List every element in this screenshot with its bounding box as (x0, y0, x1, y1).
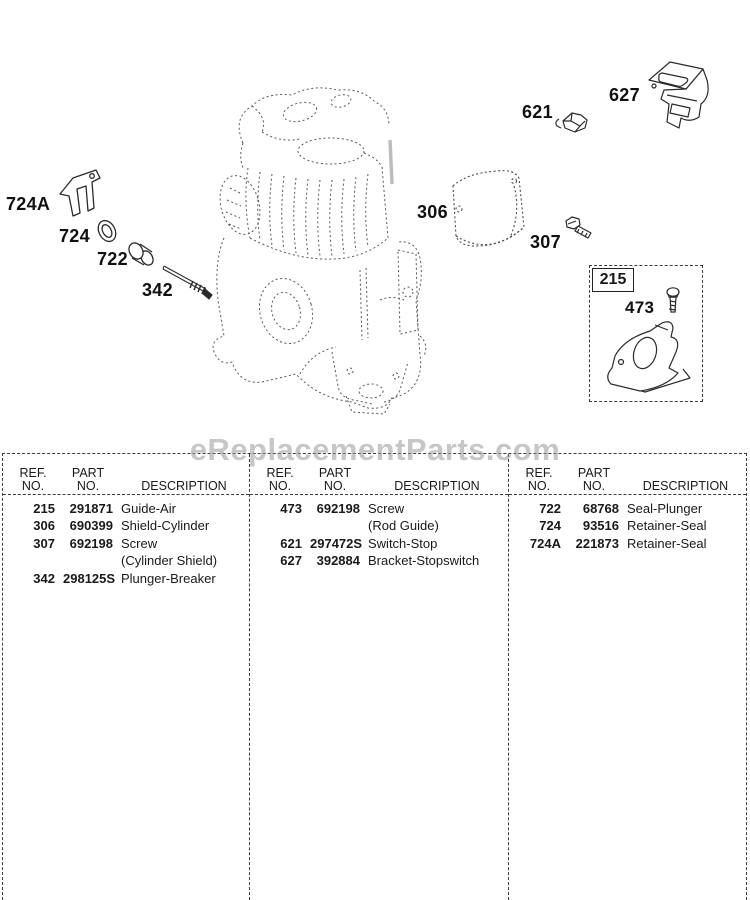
ref-no: 306 (33, 518, 55, 534)
table-rows (3, 495, 249, 587)
part-no: 690399 (69, 518, 113, 534)
part-drawing-screw-307 (566, 217, 591, 238)
table-rows (250, 495, 508, 570)
watermark: eReplacementParts.com (189, 432, 561, 467)
part-description: (Cylinder Shield) (121, 553, 218, 569)
part-drawing-retainer-724 (95, 218, 119, 245)
part-no: 297472S (310, 535, 363, 551)
part-drawing-retainer-724a (60, 170, 100, 216)
part-label-621: 621 (522, 102, 553, 122)
part-label-306: 306 (417, 202, 448, 222)
parts-table-column-3 (508, 454, 746, 900)
description-header: DESCRIPTION (394, 478, 480, 493)
parts-row (509, 535, 746, 552)
table-header (509, 454, 746, 495)
parts-row (3, 517, 249, 534)
part-no: 692198 (316, 501, 360, 516)
ref-no: 621 (280, 535, 302, 551)
part-label-307: 307 (530, 232, 561, 252)
ref-no-header: REF. NO. (19, 466, 47, 493)
part-label-342: 342 (142, 280, 173, 300)
part-no: 692198 (69, 535, 113, 551)
ref-no: 724 (539, 518, 561, 534)
parts-row (3, 535, 249, 552)
parts-row (3, 500, 249, 517)
part-no: 93516 (582, 518, 619, 534)
ref-no-header: REF. NO. (525, 466, 553, 493)
part-label-473: 473 (625, 298, 655, 317)
description-header: DESCRIPTION (141, 478, 227, 493)
parts-row-continuation (3, 552, 249, 569)
parts-row (509, 517, 746, 534)
ref-no: 722 (539, 501, 561, 516)
part-no: 298125S (63, 570, 116, 586)
part-description: (Rod Guide) (368, 518, 439, 534)
ref-no: 627 (280, 553, 302, 569)
part-no: 68768 (582, 501, 619, 516)
part-description: Guide-Air (121, 501, 176, 516)
part-label-724: 724 (59, 226, 90, 246)
scan-artifact (390, 140, 392, 184)
part-drawing-seal-722 (126, 240, 155, 267)
part-description: Seal-Plunger (627, 501, 703, 516)
part-no: 392884 (316, 553, 360, 569)
parts-row (250, 500, 508, 517)
part-label-722: 722 (97, 249, 128, 269)
ref-no (13, 552, 55, 569)
ref-no: 307 (33, 535, 55, 551)
ref-no-header: REF. NO. (266, 466, 294, 493)
description-header: DESCRIPTION (642, 478, 729, 493)
part-description: Bracket-Stopswitch (368, 553, 480, 569)
inset-ref-tag-215: 215 (592, 268, 634, 292)
part-no (63, 552, 113, 569)
part-label-724a: 724A (6, 194, 51, 214)
ref-no: 342 (33, 570, 55, 586)
ref-no (260, 517, 302, 534)
table-header (250, 454, 508, 495)
part-label-627: 627 (609, 85, 640, 105)
part-description: Screw (121, 535, 158, 551)
part-no (310, 517, 360, 534)
part-drawing-switch-621 (556, 113, 587, 132)
parts-table (2, 453, 747, 900)
part-no-header: PART NO. (318, 466, 352, 493)
part-description: Screw (368, 501, 405, 516)
part-no-header: PART NO. (71, 466, 105, 493)
part-drawing-shield-306 (453, 171, 524, 246)
ref-no: 724A (529, 535, 561, 551)
ref-no: 473 (280, 501, 302, 516)
part-no: 221873 (575, 535, 619, 551)
engine-phantom-outline (213, 88, 426, 414)
part-description: Retainer-Seal (627, 535, 707, 551)
parts-row (3, 570, 249, 587)
part-drawing-bracket-627 (649, 62, 708, 128)
part-description: Shield-Cylinder (121, 518, 210, 534)
part-no-header: PART NO. (577, 466, 611, 493)
parts-row-continuation (250, 517, 508, 534)
ref-no: 215 (33, 501, 55, 516)
part-description: Retainer-Seal (627, 518, 707, 534)
table-header (3, 454, 249, 495)
parts-row (250, 552, 508, 569)
parts-table-column-2 (249, 454, 508, 900)
inset-detail-box (589, 265, 703, 402)
part-description: Plunger-Breaker (121, 570, 216, 586)
part-no: 291871 (69, 501, 113, 516)
parts-table-column-1 (3, 454, 249, 900)
parts-row (250, 535, 508, 552)
parts-row (509, 500, 746, 517)
part-description: Switch-Stop (368, 535, 438, 551)
table-rows (509, 495, 746, 552)
